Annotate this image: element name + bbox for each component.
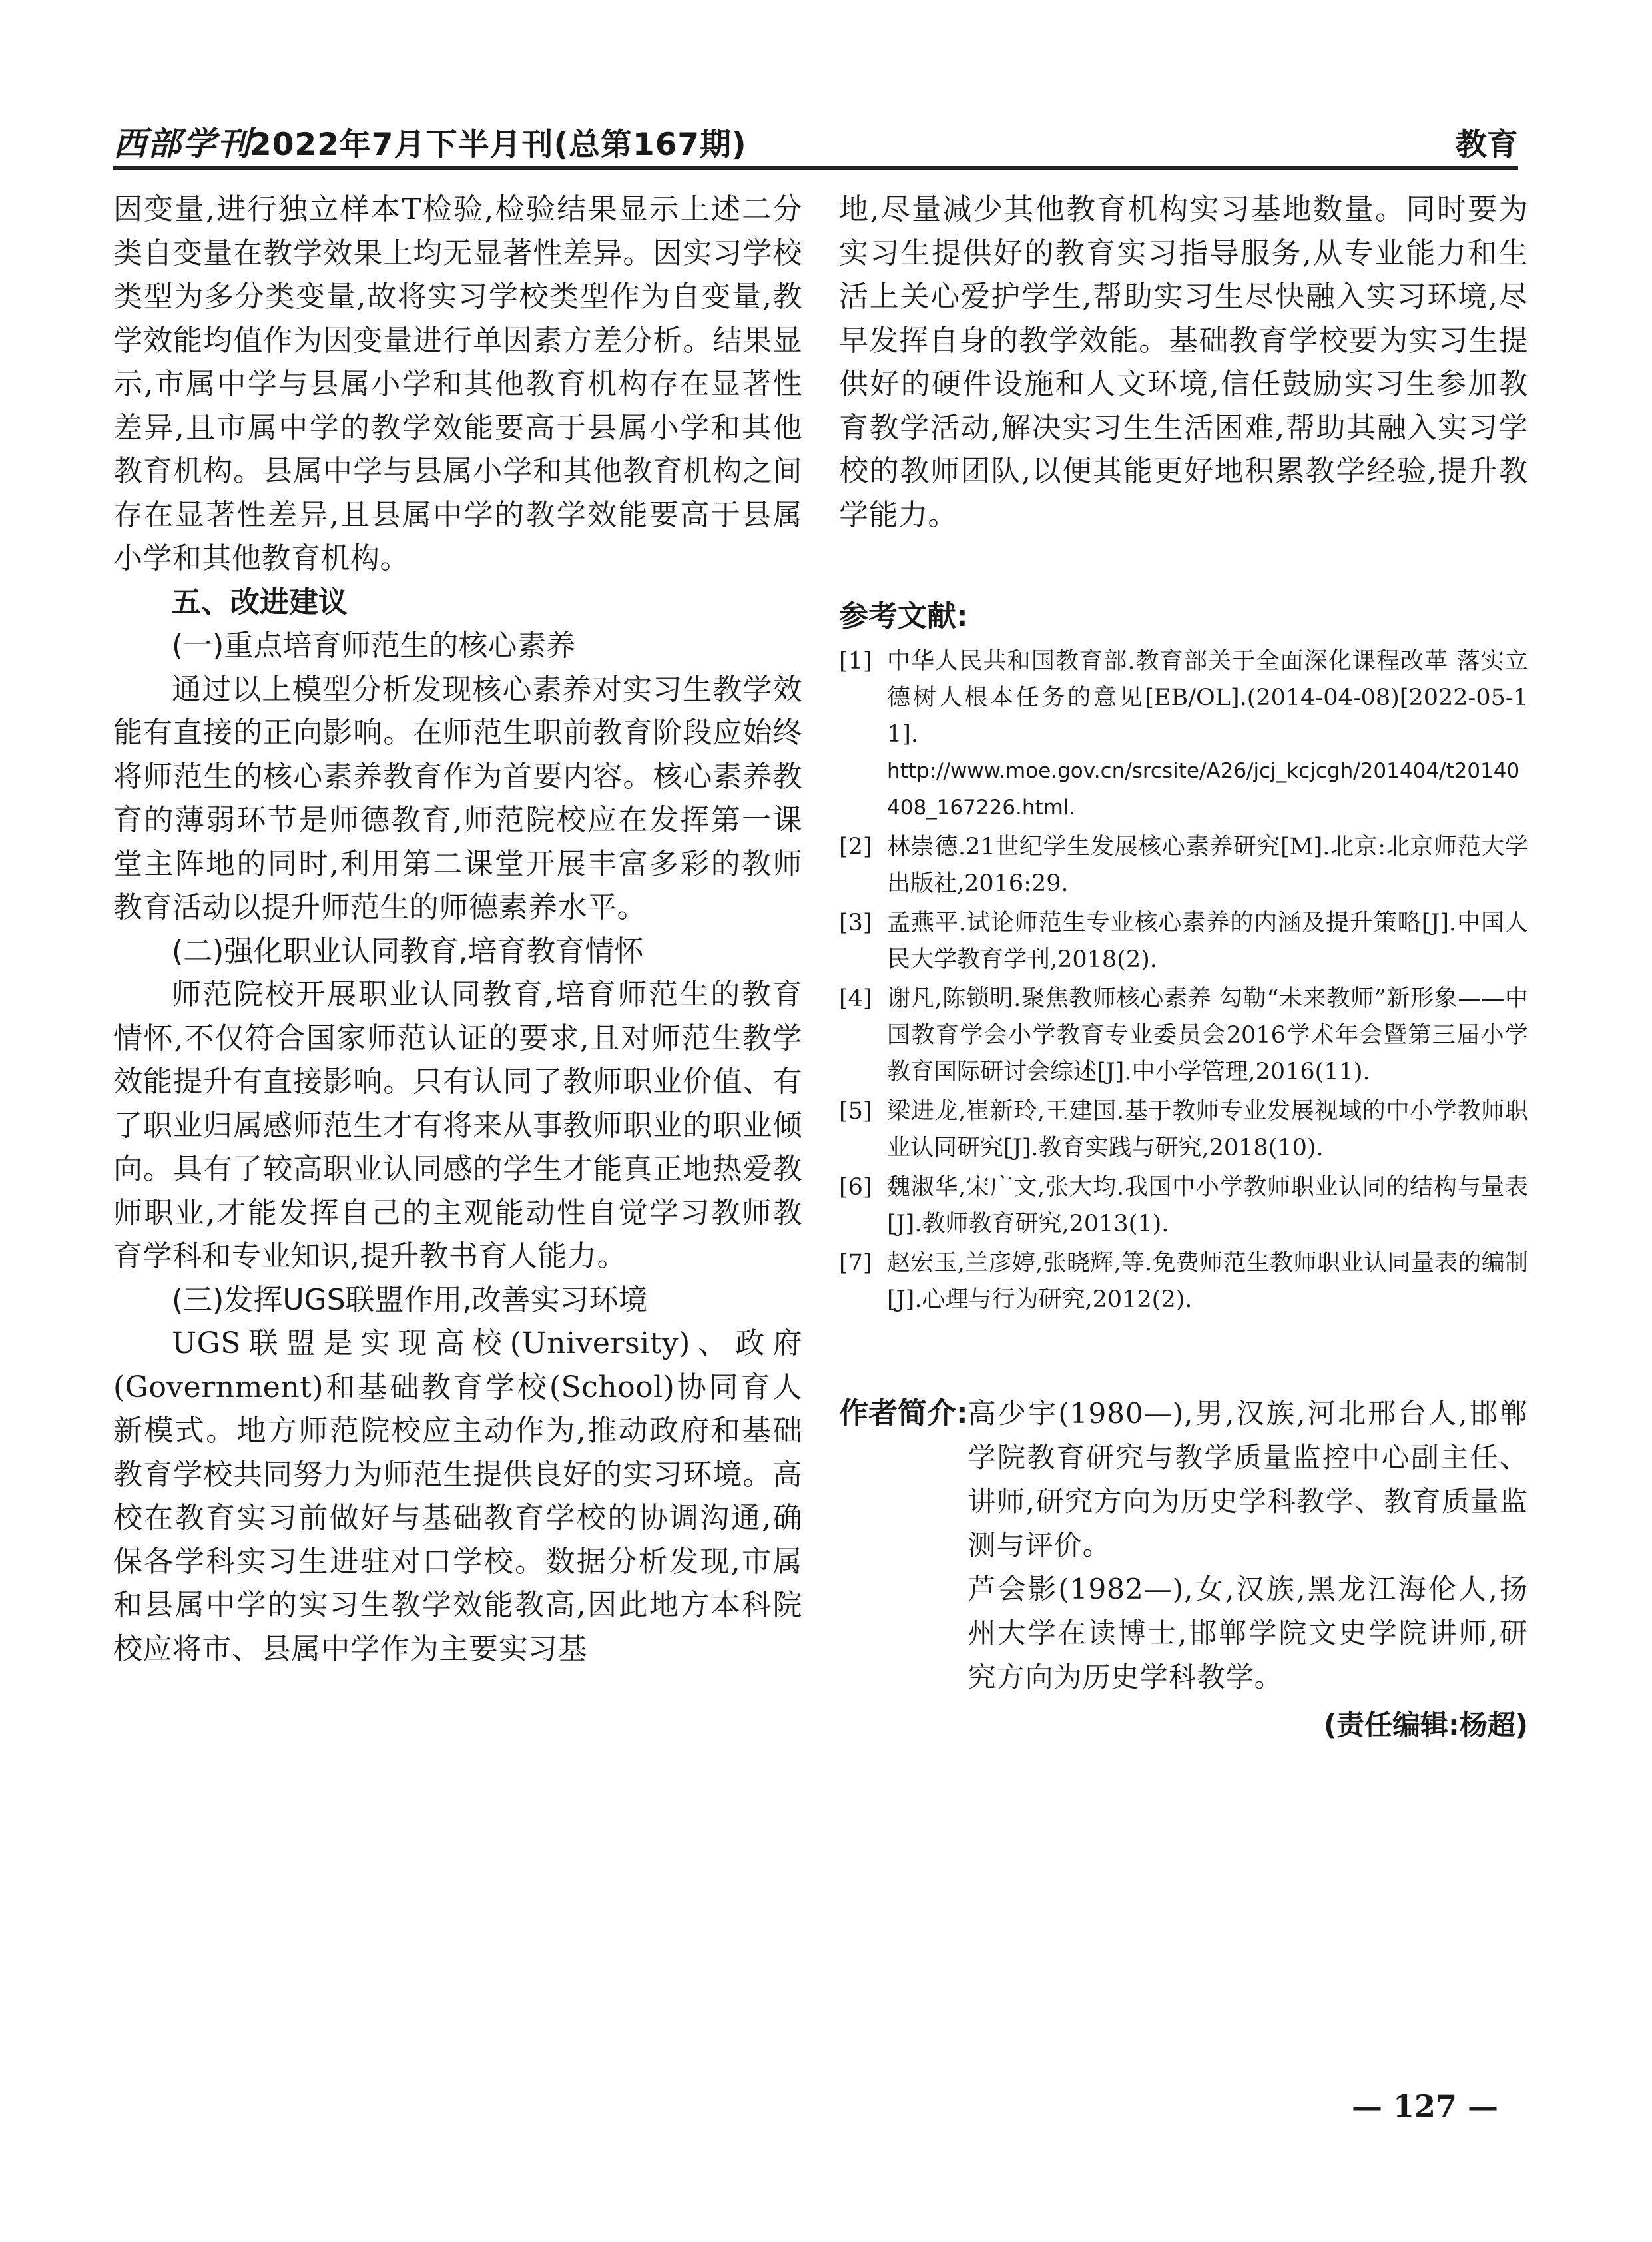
reference-citation: 中华人民共和国教育部.教育部关于全面深化课程改革 落实立德树人根本任务的意见[EB/OL].(2014-04-08)[2022-05-11]. [887, 648, 1528, 748]
journal-logo: 西部学刊 [113, 124, 252, 163]
reference-item [839, 1093, 1528, 1167]
responsible-editor: (责任编辑:杨超) [1323, 1709, 1528, 1741]
reference-item [839, 829, 1528, 902]
issue-info: 2022年7月下半月刊(总第167期) [250, 127, 747, 163]
reference-citation: 孟燕平.试论师范生专业核心素养的内涵及提升策略[J].中国人民大学教育学刊,2018(2). [887, 910, 1528, 973]
reference-citation: 梁进龙,崔新玲,王建国.基于教师专业发展视域的中小学教师职业认同研究[J].教育实践与研究,2018(10). [887, 1098, 1528, 1161]
reference-number: [1] [839, 648, 872, 675]
subsection-heading: (一)重点培育师范生的核心素养 [172, 629, 576, 663]
reference-number: [5] [839, 1098, 872, 1125]
reference-number: [2] [839, 834, 872, 860]
reference-item [839, 905, 1528, 978]
author-info [839, 1392, 1528, 1699]
left-column [113, 188, 802, 1671]
reference-item [839, 643, 1528, 826]
page-number: — 127 — [1352, 2088, 1499, 2124]
reference-citation: 赵宏玉,兰彦婷,张晓辉,等.免费师范生教师职业认同量表的编制[J].心理与行为研究,2012(2). [887, 1250, 1528, 1313]
reference-citation: 谢凡,陈锁明.聚焦教师核心素养 勾勒“未来教师”新形象——中国教育学会小学教育专业委员会2016学术年会暨第三届小学教育国际研讨会综述[J].中小学管理,2016(11). [887, 985, 1528, 1085]
author-bio: 高少宇(1980—),男,汉族,河北邢台人,邯郸学院教育研究与教学质量监控中心副主任、讲师,研究方向为历史学科教学、教育质量监测与评价。 [967, 1397, 1528, 1561]
paragraph: 因变量,进行独立样本T检验,检验结果显示上述二分类自变量在教学效果上均无显著性差异。因实习学校类型为多分类变量,故将实习学校类型作为自变量,教学效能均值作为因变量进行单因素方差分析。结果显示,市属中学与县属小学和其他教育机构存在显著性差异,且市属中学的教学效能要高于县属小学和其他教育机构。县属中学与县属小学和其他教育机构之间存在显著性差异,且县属中学的教学效能要高于县属小学和其他教育机构。 [113, 192, 802, 575]
subsection-heading: (三)发挥UGS联盟作用,改善实习环境 [172, 1282, 648, 1317]
section-name: 教育 [1456, 127, 1518, 163]
author-label: 作者简介: [839, 1396, 968, 1430]
reference-url: http://www.moe.gov.cn/srcsite/A26/jcj_kcjcgh/201404/t20140408_167226.html. [887, 759, 1520, 820]
reference-item [839, 1245, 1528, 1318]
reference-item [839, 1169, 1528, 1243]
reference-citation: 林崇德.21世纪学生发展核心素养研究[M].北京:北京师范大学出版社,2016:29. [887, 834, 1528, 897]
paragraph: UGS联盟是实现高校(University)、政府(Government)和基础教育学校(School)协同育人新模式。地方师范院校应主动作为,推动政府和基础教育学校共同努力为师范生提供良好的实习环境。高校在教育实习前做好与基础教育学校的协调沟通,确保各学科实习生进驻对口学校。数据分析发现,市属和县属中学的实习生教学效能教高,因此地方本科院校应将市、县属中学作为主要实习基 [113, 1326, 802, 1666]
reference-number: [7] [839, 1250, 872, 1276]
paragraph: 地,尽量减少其他教育机构实习基地数量。同时要为实习生提供好的教育实习指导服务,从专业能力和生活上关心爱护学生,帮助实习生尽快融入实习环境,尽早发挥自身的教学效能。基础教育学校要为实习生提供好的硬件设施和人文环境,信任鼓励实习生参加教育教学活动,解决实习生生活困难,帮助其融入实习学校的教师团队,以便其能更好地积累教学经验,提升教学能力。 [839, 192, 1528, 532]
references-title: 参考文献: [839, 599, 968, 633]
page-header [113, 112, 1518, 170]
reference-item [839, 981, 1528, 1091]
reference-list [839, 643, 1528, 1318]
reference-number: [4] [839, 985, 872, 1012]
paragraph: 通过以上模型分析发现核心素养对实习生教学效能有直接的正向影响。在师范生职前教育阶段应始终将师范生的核心素养教育作为首要内容。核心素养教育的薄弱环节是师德教育,师范院校应在发挥第一课堂主阵地的同时,利用第二课堂开展丰富多彩的教师教育活动以提升师范生的师德素养水平。 [113, 672, 802, 924]
reference-number: [3] [839, 910, 872, 936]
subsection-heading: (二)强化职业认同教育,培育教育情怀 [172, 934, 644, 968]
author-bio: 芦会影(1982—),女,汉族,黑龙江海伦人,扬州大学在读博士,邯郸学院文史学院讲师,研究方向为历史学科教学。 [967, 1573, 1528, 1693]
author-bios [968, 1392, 1528, 1699]
section-heading: 五、改进建议 [172, 585, 348, 619]
reference-citation: 魏淑华,宋广文,张大均.我国中小学教师职业认同的结构与量表[J].教师教育研究,2013(1). [887, 1174, 1528, 1237]
paragraph: 师范院校开展职业认同教育,培育师范生的教育情怀,不仅符合国家师范认证的要求,且对师范生教学效能提升有直接影响。只有认同了教师职业价值、有了职业归属感师范生才有将来从事教师职业的职业倾向。具有了较高职业认同感的学生才能真正地热爱教师职业,才能发挥自己的主观能动性自觉学习教师教育学科和专业知识,提升教书育人能力。 [113, 978, 802, 1273]
reference-number: [6] [839, 1174, 872, 1201]
reference-text [887, 643, 1528, 826]
right-column [839, 188, 1528, 1747]
